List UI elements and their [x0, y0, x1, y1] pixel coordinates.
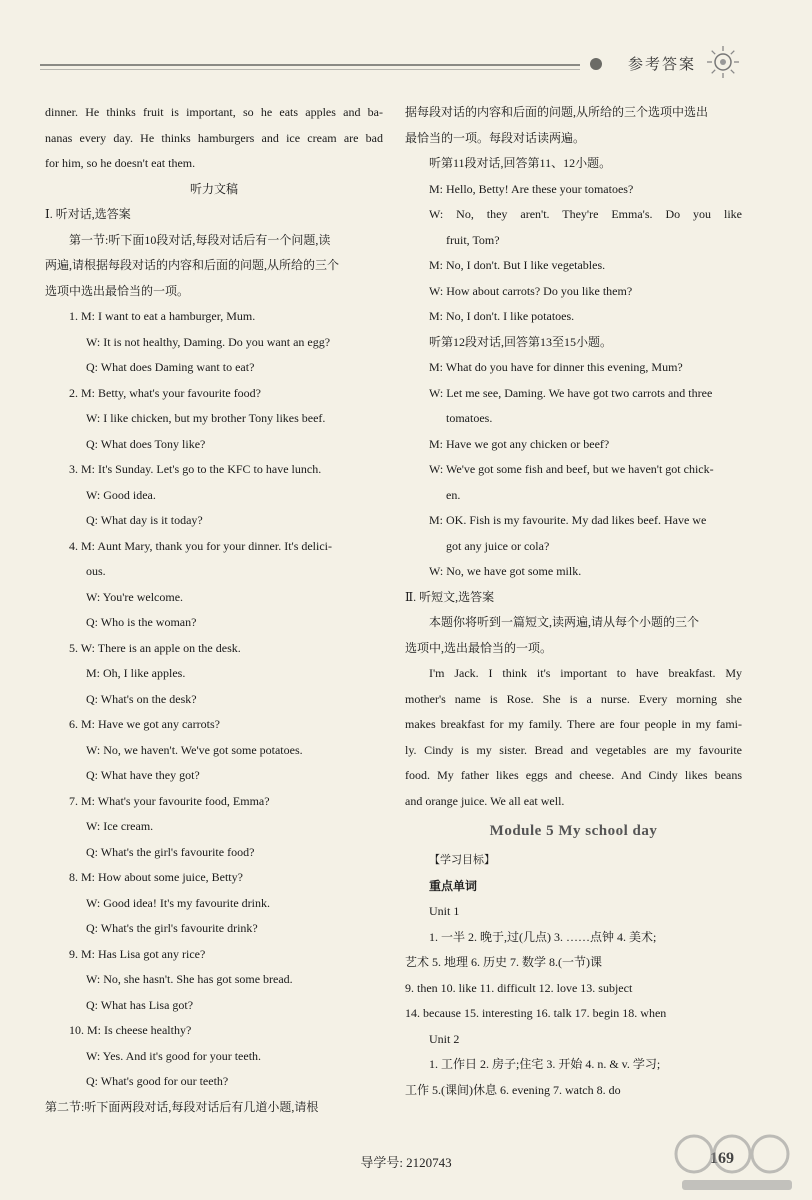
header-rule: [40, 64, 580, 66]
header-rule-thin: [40, 69, 580, 70]
left-text-line: 8. M: How about some juice, Betty?: [69, 870, 243, 884]
right-text-line: food. My father likes eggs and cheese. And Cindy likes beans: [405, 768, 742, 782]
left-text-line: nanas every day. He thinks hamburgers and ice cream are bad: [45, 130, 383, 145]
left-text-line: W: No, she hasn't. She has got some bread.: [86, 972, 293, 986]
left-text-line: ous.: [86, 564, 106, 578]
right-text-line: ly. Cindy is my sister. Bread and vegetables are my favourite: [405, 742, 742, 757]
left-text-line: 7. M: What's your favourite food, Emma?: [69, 793, 270, 808]
left-text-line: W: Ice cream.: [86, 819, 154, 833]
header-bullet-icon: [590, 58, 602, 70]
vocab-text-line: 重点单词: [429, 878, 478, 893]
vocab-text-line: 9. then 10. like 11. difficult 12. love 13. subject: [405, 980, 633, 995]
module-vocabulary: [405, 848, 742, 1103]
left-text-line: Q: What does Tony like?: [86, 436, 206, 451]
left-text-line: for him, so he doesn't eat them.: [45, 156, 196, 170]
page-number: 169: [710, 1150, 734, 1167]
right-text-line: Ⅱ. 听短文,选答案: [405, 589, 495, 604]
right-text-line: tomatoes.: [446, 411, 493, 425]
right-text-line: M: No, I don't. But I like vegetables.: [429, 258, 606, 272]
right-text-line: 听第11段对话,回答第11、12小题。: [429, 156, 612, 170]
left-text-line: W: Good idea! It's my favourite drink.: [86, 895, 271, 910]
right-text-line: I'm Jack. I think it's important to have breakfast. My: [429, 666, 742, 680]
right-text-line: M: OK. Fish is my favourite. My dad likes beef. Have we: [429, 513, 707, 527]
sun-emblem-icon: [706, 45, 740, 79]
left-text-line: Q: What have they got?: [86, 768, 200, 782]
left-text-line: 第二节:听下面两段对话,每段对话后有几道小题,请根: [45, 1099, 319, 1114]
left-text-line: W: You're welcome.: [86, 589, 184, 604]
left-text-line: 听力文稿: [189, 181, 238, 196]
vocab-text-line: Unit 1: [429, 904, 460, 918]
right-text-line: W: We've got some fish and beef, but we haven't got chick-: [429, 462, 714, 476]
listening-transcript-continued: [405, 100, 742, 814]
right-text-line: 本题你将听到一篇短文,读两遍,请从每个小题的三个: [429, 615, 700, 629]
right-text-line: M: Have we got any chicken or beef?: [429, 436, 610, 451]
left-text-line: 选项中选出最恰当的一项。: [45, 283, 190, 298]
right-text-line: and orange juice. We all eat well.: [405, 793, 565, 808]
left-text-line: 两遍,请根据每段对话的内容和后面的问题,从所给的三个: [45, 258, 340, 272]
vocab-text-line: 工作 5.(课间)休息 6. evening 7. watch 8. do: [405, 1082, 621, 1097]
left-text-line: 1. M: I want to eat a hamburger, Mum.: [69, 309, 256, 323]
left-text-line: 9. M: Has Lisa got any rice?: [69, 946, 206, 961]
vocab-text-line: Unit 2: [429, 1031, 460, 1046]
right-text-line: got any juice or cola?: [446, 538, 550, 553]
right-text-line: W: No, they aren't. They're Emma's. Do you like: [429, 207, 742, 221]
page-header: [40, 44, 775, 84]
left-text-line: Q: What's good for our teeth?: [86, 1074, 229, 1088]
vocab-text-line: 1. 工作日 2. 房子;住宅 3. 开始 4. n. & v. 学习;: [429, 1057, 661, 1071]
right-text-line: W: No, we have got some milk.: [429, 564, 582, 578]
vocab-text-line: 14. because 15. interesting 16. talk 17. begin 18. when: [405, 1006, 667, 1020]
left-text-line: W: It is not healthy, Daming. Do you want an egg?: [86, 334, 331, 349]
right-text-line: 据每段对话的内容和后面的问题,从所给的三个选项中选出: [405, 105, 709, 119]
left-text-line: Q: What's on the desk?: [86, 691, 197, 706]
left-text-line: 第一节:听下面10段对话,每段对话后有一个问题,读: [69, 232, 331, 247]
left-text-line: W: Yes. And it's good for your teeth.: [86, 1048, 262, 1063]
right-text-line: 最恰当的一项。每段对话读两遍。: [405, 130, 586, 145]
left-text-line: Q: What has Lisa got?: [86, 997, 194, 1012]
left-text-line: Q: Who is the woman?: [86, 615, 197, 629]
left-text-line: Q: What's the girl's favourite drink?: [86, 921, 258, 935]
watermark-logo-icon: [672, 1128, 802, 1196]
right-column: [405, 100, 742, 1103]
right-text-line: fruit, Tom?: [446, 232, 500, 247]
left-text-line: 2. M: Betty, what's your favourite food?: [69, 385, 262, 400]
left-text-line: 6. M: Have we got any carrots?: [69, 717, 220, 731]
right-text-line: M: No, I don't. I like potatoes.: [429, 309, 575, 323]
right-text-line: W: Let me see, Daming. We have got two carrots and three: [429, 385, 713, 400]
right-text-line: M: Hello, Betty! Are these your tomatoes?: [429, 181, 634, 196]
right-text-line: W: How about carrots? Do you like them?: [429, 283, 633, 298]
left-text-line: dinner. He thinks fruit is important, so he eats apples and ba-: [45, 105, 383, 119]
left-text-line: W: No, we haven't. We've got some potatoes.: [86, 742, 303, 757]
right-text-line: en.: [446, 487, 461, 502]
module-title: Module 5 My school day: [489, 823, 658, 839]
left-text-line: 4. M: Aunt Mary, thank you for your dinner. It's delici-: [69, 538, 333, 553]
right-text-line: 选项中,选出最恰当的一项。: [405, 640, 553, 655]
vocab-text-line: 艺术 5. 地理 6. 历史 7. 数学 8.(一节)课: [405, 955, 602, 969]
left-text-line: Q: What's the girl's favourite food?: [86, 844, 255, 859]
left-text-line: Q: What day is it today?: [86, 513, 203, 527]
left-text-line: 3. M: It's Sunday. Let's go to the KFC to have lunch.: [69, 462, 322, 476]
right-text-line: mother's name is Rose. She is a nurse. Every morning she: [405, 691, 742, 706]
right-text-line: 听第12段对话,回答第13至15小题。: [429, 334, 613, 349]
right-text-line: makes breakfast for my family. There are four people in my fami-: [405, 717, 742, 731]
left-column: [45, 100, 383, 1120]
left-text-line: 10. M: Is cheese healthy?: [69, 1023, 192, 1037]
vocab-text-line: 【学习目标】: [429, 854, 495, 866]
left-text-line: Q: What does Daming want to eat?: [86, 360, 255, 374]
left-text-line: W: I like chicken, but my brother Tony likes beef.: [86, 411, 326, 425]
left-text-line: Ⅰ. 听对话,选答案: [45, 207, 131, 221]
header-title: 参考答案: [628, 57, 697, 73]
left-text-line: 5. W: There is an apple on the desk.: [69, 640, 241, 655]
left-text-line: W: Good idea.: [86, 487, 156, 502]
guide-number: 导学号: 2120743: [360, 1155, 452, 1170]
vocab-text-line: 1. 一半 2. 晚于,过(几点) 3. ……点钟 4. 美术;: [429, 929, 657, 944]
right-text-line: M: What do you have for dinner this evening, Mum?: [429, 360, 683, 374]
left-text-line: M: Oh, I like apples.: [86, 666, 186, 680]
